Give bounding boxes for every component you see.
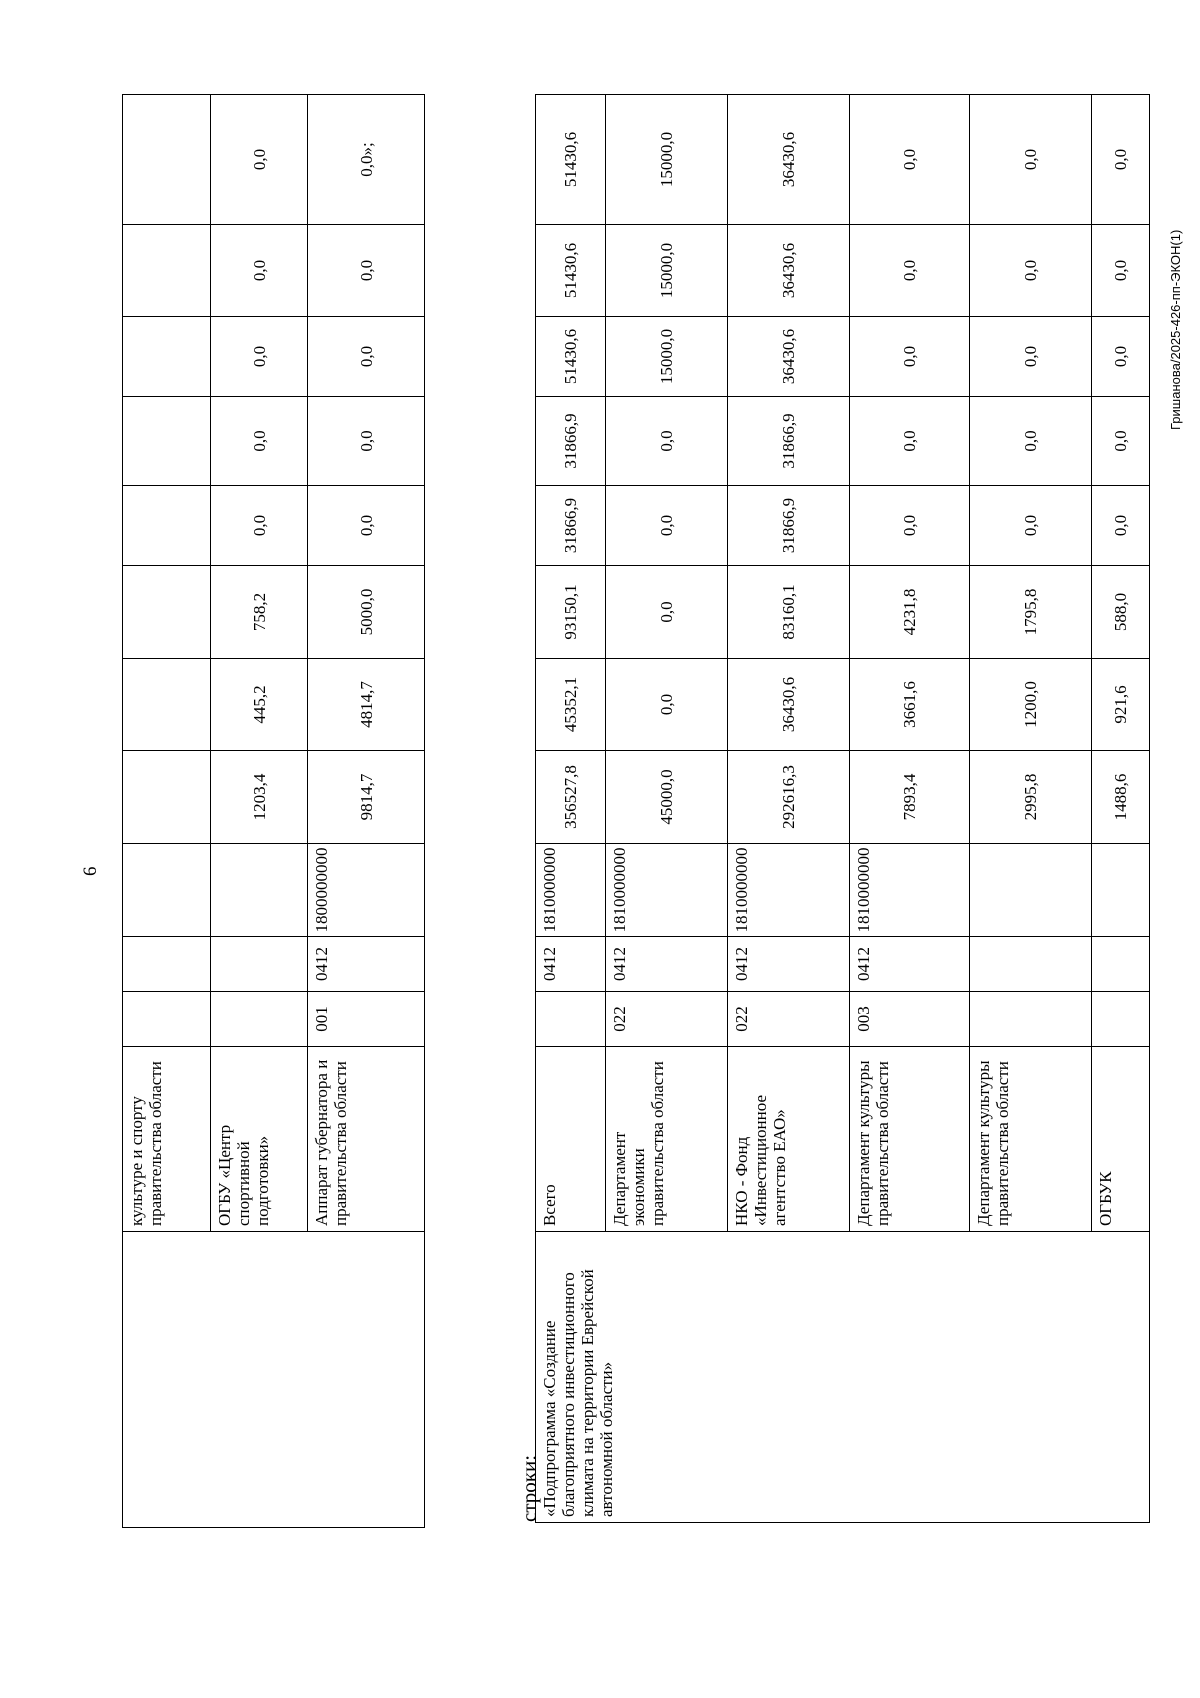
- value-cell: 0,0: [850, 95, 970, 225]
- value-cell: [123, 751, 211, 844]
- value-cell: 0,0: [970, 225, 1092, 317]
- value-cell: 0,0: [970, 486, 1092, 566]
- value-cell: 0,0»;: [308, 95, 425, 225]
- value-cell: 0,0: [211, 486, 308, 566]
- grbs-cell: [211, 992, 308, 1047]
- value-cell: [123, 486, 211, 566]
- value-cell: 0,0: [1092, 317, 1150, 397]
- rz-cell: [1092, 937, 1150, 992]
- org-cell: культуре и спорту правительства области: [123, 1047, 211, 1232]
- value-cell: 0,0: [308, 397, 425, 486]
- value-cell: 15000,0: [606, 317, 728, 397]
- org-cell: Всего: [536, 1047, 606, 1232]
- value-cell: 36430,6: [728, 659, 850, 751]
- csr-cell: 1810000000: [606, 844, 728, 937]
- value-cell: 0,0: [970, 95, 1092, 225]
- value-cell: 0,0: [606, 659, 728, 751]
- org-cell: Департамент культуры правительства области: [970, 1047, 1092, 1232]
- value-cell: 758,2: [211, 566, 308, 659]
- grbs-cell: [123, 992, 211, 1047]
- section-label: строки:: [517, 1454, 541, 1522]
- rz-cell: [970, 937, 1092, 992]
- value-cell: 0,0: [1092, 397, 1150, 486]
- csr-cell: 1810000000: [728, 844, 850, 937]
- value-cell: 356527,8: [536, 751, 606, 844]
- rz-cell: 0412: [308, 937, 425, 992]
- value-cell: 9814,7: [308, 751, 425, 844]
- value-cell: [123, 397, 211, 486]
- value-cell: 51430,6: [536, 95, 606, 225]
- value-cell: 0,0: [211, 317, 308, 397]
- value-cell: 0,0: [606, 566, 728, 659]
- value-cell: 4231,8: [850, 566, 970, 659]
- grbs-cell: 022: [606, 992, 728, 1047]
- value-cell: 588,0: [1092, 566, 1150, 659]
- value-cell: 0,0: [308, 486, 425, 566]
- org-cell: НКО - Фонд «Инвестиционное агентство ЕАО»: [728, 1047, 850, 1232]
- csr-cell: 1810000000: [536, 844, 606, 937]
- value-cell: 0,0: [970, 317, 1092, 397]
- value-cell: 5000,0: [308, 566, 425, 659]
- value-cell: 0,0: [1092, 225, 1150, 317]
- csr-cell: [211, 844, 308, 937]
- csr-cell: 1800000000: [308, 844, 425, 937]
- rz-cell: [123, 937, 211, 992]
- value-cell: 0,0: [211, 225, 308, 317]
- value-cell: 0,0: [308, 317, 425, 397]
- value-cell: 7893,4: [850, 751, 970, 844]
- value-cell: 1203,4: [211, 751, 308, 844]
- value-cell: 1488,6: [1092, 751, 1150, 844]
- value-cell: 0,0: [850, 317, 970, 397]
- value-cell: 0,0: [850, 397, 970, 486]
- value-cell: 0,0: [1092, 486, 1150, 566]
- value-cell: 31866,9: [728, 486, 850, 566]
- rz-cell: [211, 937, 308, 992]
- program-name-cell: [123, 1232, 425, 1528]
- grbs-cell: 022: [728, 992, 850, 1047]
- rz-cell: 0412: [606, 937, 728, 992]
- org-cell: ОГБУ «Центр спортивной подготовки»: [211, 1047, 308, 1232]
- budget-table-top: [122, 94, 425, 1528]
- org-cell: Аппарат губернатора и правительства области: [308, 1047, 425, 1232]
- value-cell: 2995,8: [970, 751, 1092, 844]
- csr-cell: [123, 844, 211, 937]
- org-cell: ОГБУК: [1092, 1047, 1150, 1232]
- grbs-cell: 001: [308, 992, 425, 1047]
- value-cell: 36430,6: [728, 225, 850, 317]
- value-cell: 0,0: [606, 397, 728, 486]
- value-cell: [123, 566, 211, 659]
- page-number: 6: [80, 866, 101, 876]
- csr-cell: [970, 844, 1092, 937]
- value-cell: 0,0: [850, 486, 970, 566]
- value-cell: 3661,6: [850, 659, 970, 751]
- value-cell: 15000,0: [606, 95, 728, 225]
- csr-cell: [1092, 844, 1150, 937]
- value-cell: 31866,9: [728, 397, 850, 486]
- value-cell: 921,6: [1092, 659, 1150, 751]
- value-cell: 51430,6: [536, 317, 606, 397]
- grbs-cell: [1092, 992, 1150, 1047]
- value-cell: 1795,8: [970, 566, 1092, 659]
- value-cell: [123, 95, 211, 225]
- value-cell: 4814,7: [308, 659, 425, 751]
- value-cell: 93150,1: [536, 566, 606, 659]
- value-cell: 0,0: [308, 225, 425, 317]
- grbs-cell: [970, 992, 1092, 1047]
- document-footer-id: Гришанова/2025-426-пп-ЭКОН(1): [1168, 229, 1183, 430]
- value-cell: 0,0: [970, 397, 1092, 486]
- value-cell: 31866,9: [536, 486, 606, 566]
- value-cell: [123, 659, 211, 751]
- value-cell: 0,0: [1092, 95, 1150, 225]
- value-cell: 1200,0: [970, 659, 1092, 751]
- value-cell: 292616,3: [728, 751, 850, 844]
- value-cell: 31866,9: [536, 397, 606, 486]
- csr-cell: 1810000000: [850, 844, 970, 937]
- value-cell: 0,0: [850, 225, 970, 317]
- org-cell: Департамент культуры правительства области: [850, 1047, 970, 1232]
- value-cell: [123, 225, 211, 317]
- grbs-cell: [536, 992, 606, 1047]
- rz-cell: 0412: [728, 937, 850, 992]
- value-cell: 36430,6: [728, 317, 850, 397]
- budget-table-bottom: [535, 94, 1150, 1523]
- program-name-cell: «Подпрограмма «Создание благоприятного инвестиционного климата на территории Еврейской автономной области»: [536, 1232, 1150, 1523]
- org-cell: Департамент экономики правительства области: [606, 1047, 728, 1232]
- value-cell: 445,2: [211, 659, 308, 751]
- rz-cell: 0412: [850, 937, 970, 992]
- rz-cell: 0412: [536, 937, 606, 992]
- value-cell: 15000,0: [606, 225, 728, 317]
- grbs-cell: 003: [850, 992, 970, 1047]
- value-cell: 0,0: [606, 486, 728, 566]
- value-cell: 0,0: [211, 397, 308, 486]
- value-cell: [123, 317, 211, 397]
- table-row: [536, 95, 606, 1523]
- value-cell: 36430,6: [728, 95, 850, 225]
- value-cell: 83160,1: [728, 566, 850, 659]
- value-cell: 51430,6: [536, 225, 606, 317]
- value-cell: 45000,0: [606, 751, 728, 844]
- value-cell: 45352,1: [536, 659, 606, 751]
- value-cell: 0,0: [211, 95, 308, 225]
